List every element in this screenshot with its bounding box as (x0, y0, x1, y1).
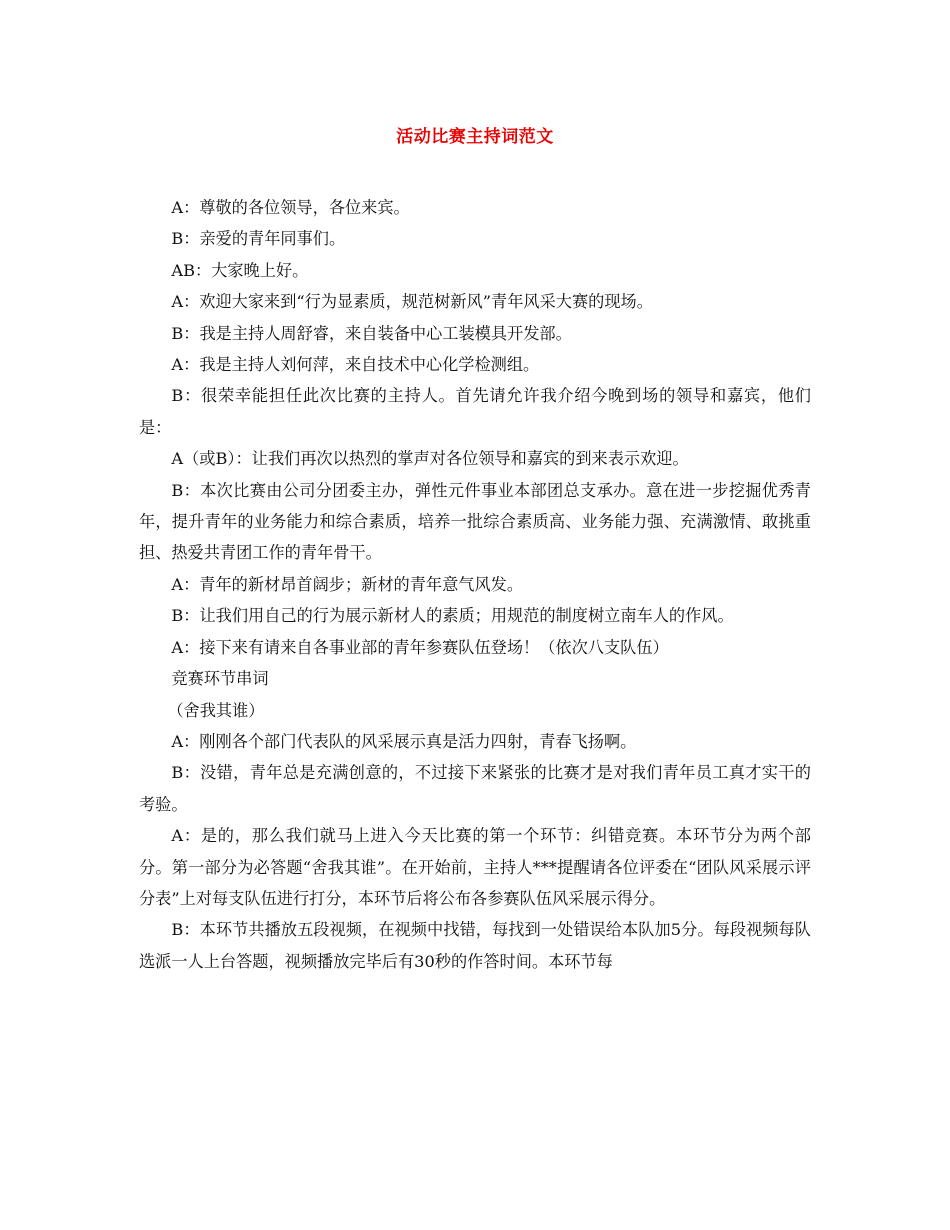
paragraph: B：很荣幸能担任此次比赛的主持人。首先请允许我介绍今晚到场的领导和嘉宾，他们是： (139, 386, 811, 437)
paragraph: B：本环节共播放五段视频，在视频中找错，每找到一处错误给本队加5分。每段视频每队选派一人上台答题，视频播放完毕后有30秒的作答时间。本环节每 (139, 920, 811, 971)
paragraph: A（或B）：让我们再次以热烈的掌声对各位领导和嘉宾的到来表示欢迎。 (171, 449, 689, 469)
paragraph: A：我是主持人刘何萍，来自技术中心化学检测组。 (171, 355, 540, 375)
document-title: 活动比赛主持词范文 (396, 127, 554, 147)
paragraph: A：刚刚各个部门代表队的风采展示真是活力四射，青春飞扬啊。 (171, 731, 637, 751)
paragraph: A：欢迎大家来到“行为显素质，规范树新风”青年风采大赛的现场。 (171, 292, 653, 312)
paragraph: A：是的，那么我们就马上进入今天比赛的第一个环节：纠错竞赛。本环节分为两个部分。第一部分为必答题“舍我其谁”。在开始前，主持人***提醒请各位评委在“团队风采展示评分表”上对每支队伍进行打分，本环节后将公布各参赛队伍风采展示得分。 (139, 826, 811, 908)
paragraph: A：接下来有请来自各事业部的青年参赛队伍登场！（依次八支队伍） (171, 637, 669, 657)
section-subheading: （舍我其谁） (167, 700, 265, 720)
paragraph: B：我是主持人周舒睿，来自装备中心工装模具开发部。 (171, 323, 572, 343)
paragraph: B：让我们用自己的行为展示新材人的素质；用规范的制度树立南车人的作风。 (171, 606, 734, 626)
paragraph: A：尊敬的各位领导，各位来宾。 (171, 198, 410, 217)
paragraph: AB：大家晚上好。 (171, 260, 309, 280)
section-heading: 竞赛环节串词 (171, 669, 269, 689)
paragraph: B：没错，青年总是充满创意的，不过接下来紧张的比赛才是对我们青年员工真才实干的考验。 (139, 763, 811, 814)
document-body (139, 192, 811, 977)
paragraph: B：亲爱的青年同事们。 (171, 229, 346, 249)
paragraph: B：本次比赛由公司分团委主办，弹性元件事业本部团总支承办。意在进一步挖掘优秀青年，提升青年的业务能力和综合素质，培养一批综合素质高、业务能力强、充满激情、敢挑重担、热爱共青团工作的青年骨干。 (139, 480, 811, 563)
paragraph: A：青年的新材昂首阔步；新材的青年意气风发。 (171, 574, 524, 594)
